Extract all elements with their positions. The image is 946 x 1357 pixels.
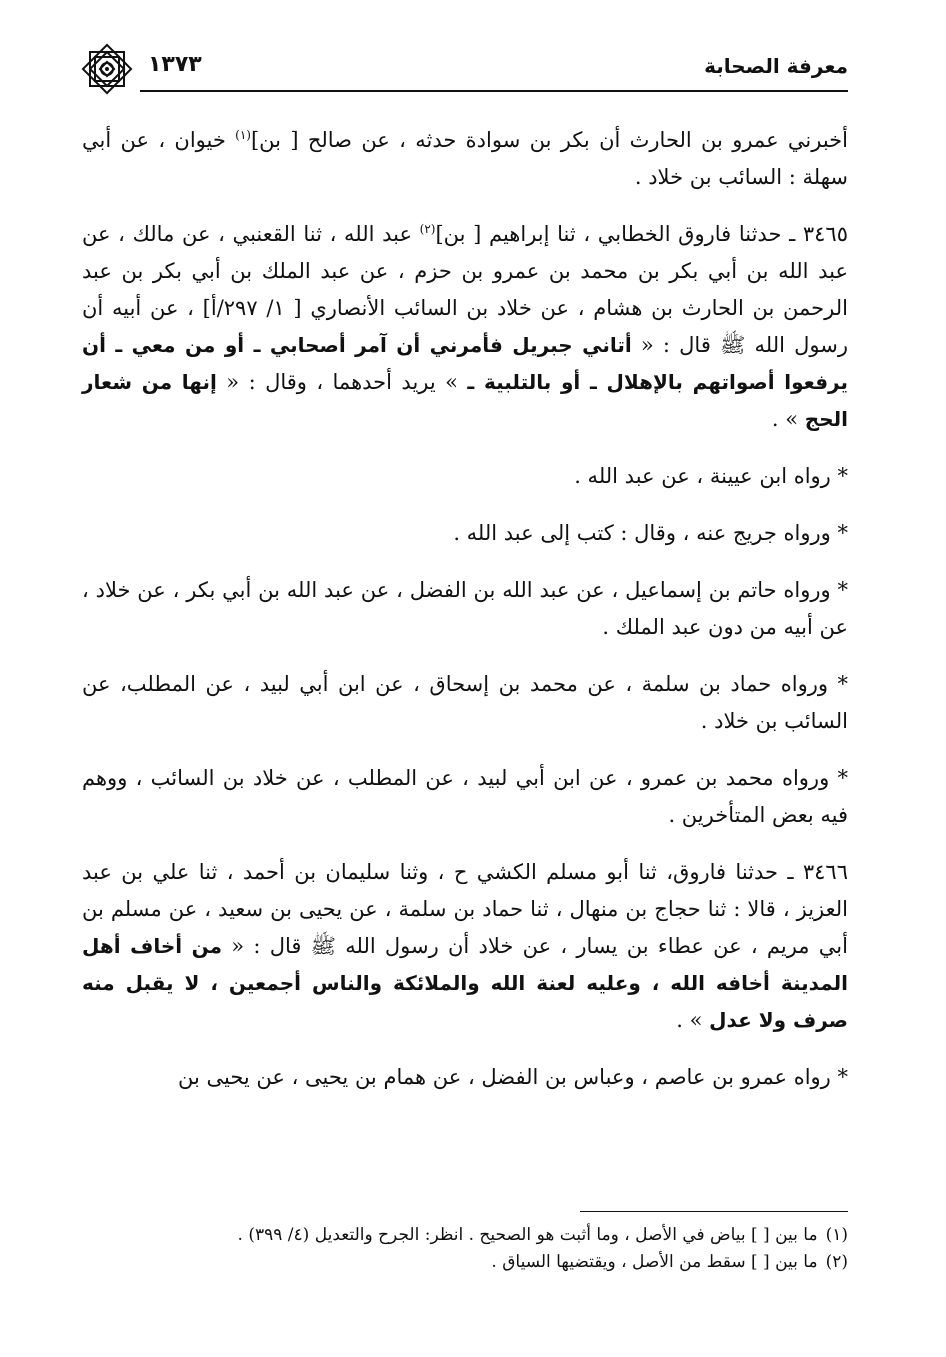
text-segment: عبد الله ، ثنا القعنبي ، عن مالك ، عن عبد الله بن أبي بكر بن محمد بن عمرو بن حزم ، عن عبد الملك بن أبي بكر بن عبد الرحمن بن الحارث بن هشام ، عن خلاد بن السائب الأنصاري [ ١/ ٢٩٧/أ] ، عن أبيه أن رسول الله ﷺ قال : « (82, 222, 848, 357)
book-title: معرفة الصحابة (704, 54, 848, 78)
text-segment: ٣٤٦٦ ـ حدثنا فاروق، ثنا أبو مسلم الكشي ح ، وثنا سليمان بن أحمد ، ثنا علي بن عبد العزيز ، قالا : ثنا حجاج بن منهال ، ثنا حماد بن سلمة ، عن يحيى بن سعيد ، عن مسلم بن أبي مريم ، عن عطاء بن يسار ، عن خلاد أن رسول الله ﷺ قال : « (82, 860, 848, 958)
page-number: ١٣٧٣ (148, 52, 202, 77)
footnote-text: ما بين [ ] سقط من الأصل ، ويقتضيها السياق . (491, 1252, 818, 1272)
text-segment: خيوان ، عن أبي سهلة : السائب بن خلاد . (82, 128, 848, 189)
footnote-1 (82, 1222, 848, 1249)
text-segment: أخبرني عمرو بن الحارث أن بكر بن سوادة حدثه ، عن صالح [ بن] (250, 128, 848, 152)
footnote-2 (82, 1249, 848, 1276)
narration-entry: * ورواه حماد بن سلمة ، عن محمد بن إسحاق ، عن ابن أبي لبيد ، عن المطلب، عن السائب بن خلاد . (82, 672, 848, 733)
text-segment: » يريد أحدهما ، وقال : « (216, 370, 468, 394)
hadith-quote: من أخاف أهل المدينة أخافه الله ، وعليه لعنة الله والملائكة والناس أجمعين ، لا يقبل منه صرف ولا عدل (82, 934, 848, 1032)
paragraph-continuation (82, 122, 848, 196)
hadith-quote: أتاني جبريل فأمرني أن آمر أصحابي ـ أو من معي ـ أن يرفعوا أصواتهم بالإهلال ـ أو بالتلبية ـ (82, 333, 848, 394)
narration-entry: * ورواه جريج عنه ، وقال : كتب إلى عبد الله . (453, 521, 848, 545)
text-segment: ٣٤٦٥ ـ حدثنا فاروق الخطابي ، ثنا إبراهيم [ بن] (435, 222, 848, 246)
text-segment: » . (771, 407, 805, 431)
hadith-quote: إنها من شعار الحج (82, 370, 848, 431)
footnote-text: ما بين [ ] بياض في الأصل ، وما أثبت هو الصحيح . انظر: الجرح والتعديل (٤/ ٣٩٩) . (237, 1225, 818, 1245)
footnote-number: (١) (825, 1225, 848, 1245)
narration-entry: * ورواه حاتم بن إسماعيل ، عن عبد الله بن الفضل ، عن عبد الله بن أبي بكر ، عن خلاد ، عن أبيه من دون عبد الملك . (82, 578, 848, 639)
footnote-number: (٢) (825, 1252, 848, 1272)
narration-entry: * ورواه محمد بن عمرو ، عن ابن أبي لبيد ، عن المطلب ، عن خلاد بن السائب ، ووهم فيه بعض المتأخرين . (82, 766, 848, 827)
header-rule (140, 90, 848, 92)
main-text (82, 122, 848, 1116)
text-segment: » . (676, 1008, 710, 1032)
hadith-3465 (82, 216, 848, 438)
star-ornament-icon (78, 40, 136, 98)
footnote-ref-2: (٢) (419, 222, 436, 236)
narration-entry: * رواه ابن عيينة ، عن عبد الله . (574, 464, 848, 488)
footnotes (82, 1222, 848, 1276)
page-header (78, 40, 848, 98)
hadith-3466 (82, 854, 848, 1039)
footnote-rule (580, 1211, 848, 1212)
narration-entry: * رواه عمرو بن عاصم ، وعباس بن الفضل ، عن همام بن يحيى ، عن يحيى بن (177, 1065, 848, 1089)
footnote-ref-1: (١) (235, 128, 251, 142)
